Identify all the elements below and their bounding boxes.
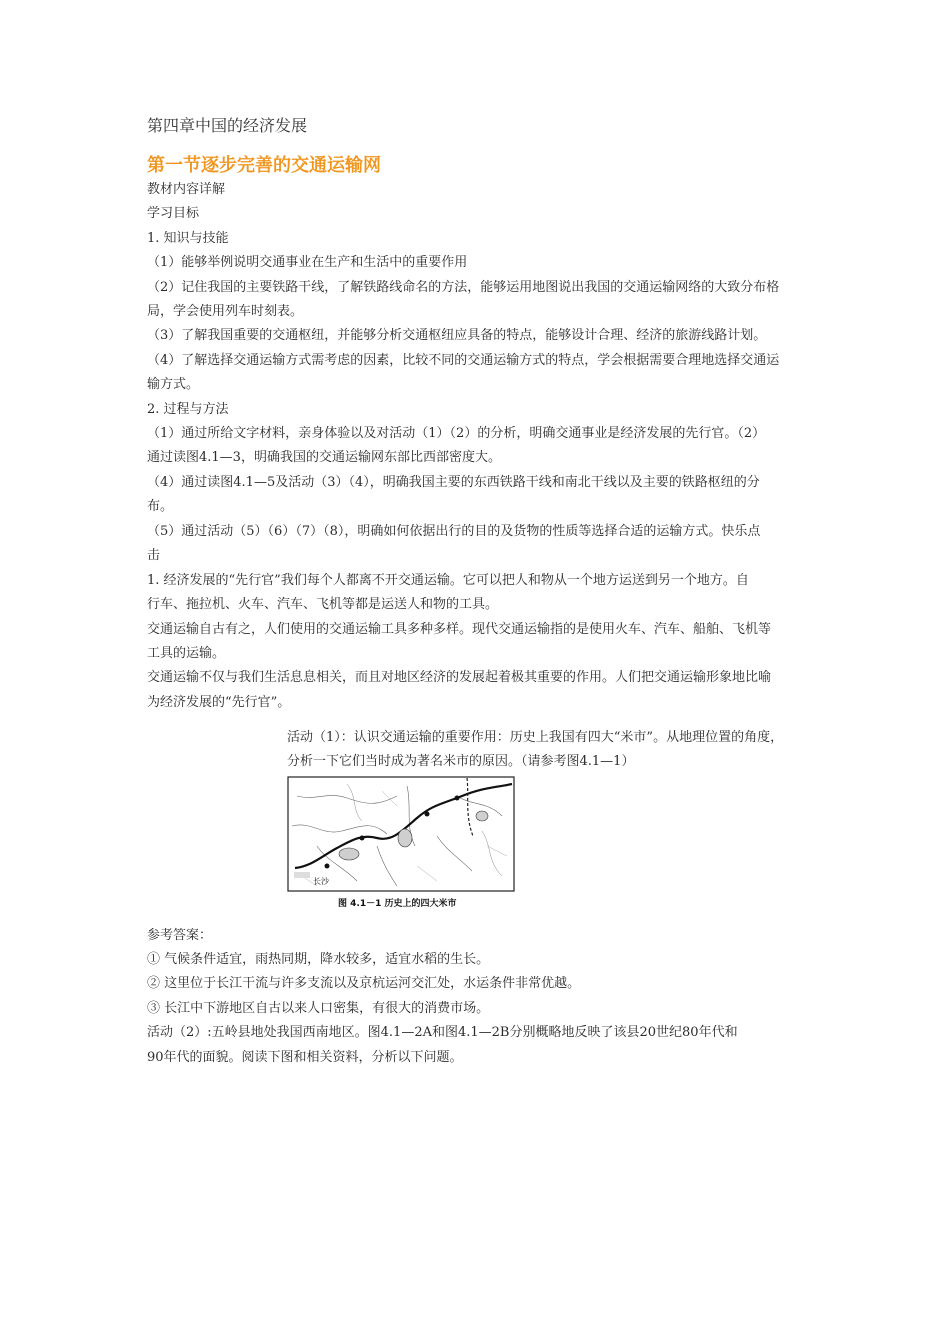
text-line: 击 (147, 548, 161, 563)
text-line: 参考答案： (147, 928, 213, 943)
text-line: （3）了解我国重要的交通枢纽，并能够分析交通枢纽应具备的特点，能够设计合理、经济的旅游线路计划。 (147, 328, 767, 343)
text-line: （1）通过所给文字材料，亲身体验以及对活动（1）（2）的分析，明确交通事业是经济发展的先行官。（2） (147, 426, 766, 441)
section-title: 第一节逐步完善的交通运输网 (147, 155, 381, 176)
activity-line: 分析一下它们当时成为著名米市的原因。（请参考图4.1—1） (287, 754, 635, 769)
text-line: 行车、拖拉机、火车、汽车、飞机等都是运送人和物的工具。 (147, 597, 499, 612)
map-city-label: 长沙 (313, 877, 329, 886)
activity-line: 活动（1）：认识交通运输的重要作用：历史上我国有四大“米市”。从地理位置的角度， (287, 730, 784, 745)
figure-caption: 图 4.1－1 历史上的四大米市 (338, 899, 457, 909)
text-line: 学习目标 (147, 206, 200, 221)
chapter-title: 第四章中国的经济发展 (147, 116, 308, 135)
text-line: 活动（2）:五岭县地处我国西南地区。图4.1—2A和图4.1—2B分别概略地反映了该县20世纪80年代和 (147, 1025, 738, 1040)
text-line: 通过读图4.1—3，明确我国的交通运输网东部比西部密度大。 (147, 450, 501, 465)
text-line: （2）记住我国的主要铁路干线，了解铁路线命名的方法，能够运用地图说出我国的交通运输网络的大致分布格 (147, 280, 780, 295)
text-line: 交通运输不仅与我们生活息息相关，而且对地区经济的发展起着极其重要的作用。人们把交通运输形象地比喻 (147, 670, 772, 685)
text-line: 局，学会使用列车时刻表。 (147, 304, 304, 319)
text-line: （4）通过读图4.1—5及活动（3）（4），明确我国主要的东西铁路干线和南北干线以及主要的铁路枢纽的分 (147, 475, 760, 490)
text-line: 1. 经济发展的“先行官”我们每个人都离不开交通运输。它可以把人和物从一个地方运送到另一个地方。自 (147, 573, 749, 588)
text-line: ③ 长江中下游地区自古以来人口密集，有很大的消费市场。 (147, 1001, 490, 1016)
text-line: （5）通过活动（5）（6）（7）（8），明确如何依据出行的目的及货物的性质等选择合适的运输方式。快乐点 (147, 524, 761, 539)
text-line: （1）能够举例说明交通事业在生产和生活中的重要作用 (147, 255, 468, 270)
text-line: 90年代的面貌。阅读下图和相关资料，分析以下问题。 (147, 1050, 463, 1065)
text-line: ② 这里位于长江干流与许多支流以及京杭运河交汇处，水运条件非常优越。 (147, 976, 581, 991)
text-line: 1. 知识与技能 (147, 231, 229, 246)
text-line: 2. 过程与方法 (147, 402, 229, 417)
text-line: 交通运输自古有之，人们使用的交通运输工具多种多样。现代交通运输指的是使用火车、汽车、船舶、飞机等 (147, 622, 772, 637)
text-line: 布。 (147, 499, 174, 514)
text-line: ① 气候条件适宜，雨热同期，降水较多，适宜水稻的生长。 (147, 952, 490, 967)
text-line: （4）了解选择交通运输方式需考虑的因素，比较不同的交通运输方式的特点，学会根据需要合理地选择交通运 (147, 353, 780, 368)
text-line: 教材内容详解 (147, 182, 226, 197)
text-line: 为经济发展的“先行官”。 (147, 695, 291, 710)
text-line: 工具的运输。 (147, 646, 226, 661)
rice-market-map (287, 776, 523, 896)
text-line: 输方式。 (147, 377, 200, 392)
